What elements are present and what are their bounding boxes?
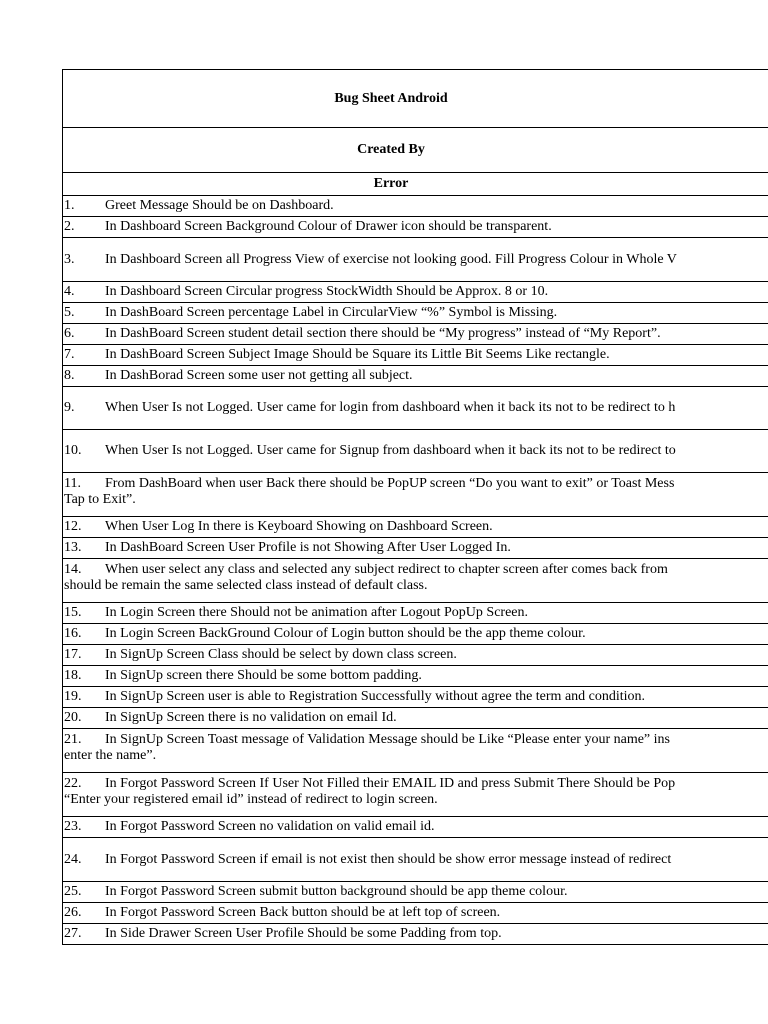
bug-cell xyxy=(63,303,768,324)
bug-description-continued: enter the name”. xyxy=(64,748,157,763)
bug-number: 1. xyxy=(64,198,75,213)
bug-line xyxy=(64,605,768,621)
bug-number: 16. xyxy=(64,626,82,641)
bug-number: 12. xyxy=(64,519,82,534)
bug-description-continued: “Enter your registered email id” instead of redirect to login screen. xyxy=(64,792,438,807)
bug-row xyxy=(63,517,768,538)
bug-cell xyxy=(63,773,768,817)
bug-row xyxy=(63,924,768,945)
bug-line xyxy=(64,305,768,321)
bug-cell xyxy=(63,645,768,666)
bug-number: 25. xyxy=(64,884,82,899)
bug-description: In Forgot Password Screen submit button background should be app theme colour. xyxy=(105,884,568,899)
bug-row xyxy=(63,603,768,624)
bug-line xyxy=(64,519,768,535)
bug-description: In Forgot Password Screen if email is not exist then should be show error message instead of redirect xyxy=(105,851,672,867)
bug-line xyxy=(64,852,768,868)
bug-line xyxy=(64,626,768,642)
bug-description: In Login Screen there Should not be animation after Logout PopUp Screen. xyxy=(105,605,529,620)
bug-cell xyxy=(63,817,768,838)
bug-description: In SignUp Screen Class should be select by down class screen. xyxy=(105,647,457,662)
bug-number: 20. xyxy=(64,710,82,725)
bug-cell xyxy=(63,345,768,366)
bug-cell xyxy=(63,729,768,773)
bug-cell xyxy=(63,517,768,538)
bug-cell xyxy=(63,282,768,303)
bug-number: 5. xyxy=(64,305,75,320)
bug-cell xyxy=(63,473,768,517)
bug-description: In SignUp screen there Should be some bottom padding. xyxy=(105,668,422,683)
bug-cell xyxy=(63,217,768,238)
bug-line xyxy=(64,647,768,663)
bug-description: In DashBoard Screen percentage Label in CircularView “%” Symbol is Missing. xyxy=(105,305,558,320)
bug-line xyxy=(64,252,768,268)
bug-description: In SignUp Screen there is no validation on email Id. xyxy=(105,710,397,725)
bug-row xyxy=(63,838,768,882)
bug-line xyxy=(64,926,768,942)
bug-description: In Dashboard Screen Circular progress StockWidth Should be Approx. 8 or 10. xyxy=(105,284,549,299)
bug-cell xyxy=(63,924,768,945)
bug-row xyxy=(63,217,768,238)
bug-number: 6. xyxy=(64,326,75,341)
bug-number: 3. xyxy=(64,251,75,267)
bug-cell xyxy=(63,238,768,282)
bug-row xyxy=(63,687,768,708)
bug-row xyxy=(63,903,768,924)
bug-cell xyxy=(63,838,768,882)
bug-number: 18. xyxy=(64,668,82,683)
bug-description: In Login Screen BackGround Colour of Login button should be the app theme colour. xyxy=(105,626,586,641)
bug-description-continued: should be remain the same selected class instead of default class. xyxy=(64,578,428,593)
bug-line xyxy=(64,884,768,900)
bug-number: 19. xyxy=(64,689,82,704)
bug-number: 7. xyxy=(64,347,75,362)
bug-description: In DashBoard Screen student detail section there should be “My progress” instead of “My Report”. xyxy=(105,326,661,341)
bug-description: Greet Message Should be on Dashboard. xyxy=(105,198,334,213)
bug-cell xyxy=(63,430,768,473)
bug-number: 13. xyxy=(64,540,82,555)
bug-number: 17. xyxy=(64,647,82,662)
bug-cell xyxy=(63,387,768,430)
bug-cell xyxy=(63,603,768,624)
bug-line xyxy=(64,776,768,792)
bug-sheet-table xyxy=(62,69,768,945)
bug-line xyxy=(64,347,768,363)
bug-row xyxy=(63,345,768,366)
bug-number: 21. xyxy=(64,732,82,747)
bug-description: In DashBoard Screen Subject Image Should be Square its Little Bit Seems Like rectangle. xyxy=(105,347,610,362)
bug-description: When User Log In there is Keyboard Showing on Dashboard Screen. xyxy=(105,519,493,534)
bug-cell xyxy=(63,708,768,729)
bug-row xyxy=(63,238,768,282)
bug-cell xyxy=(63,687,768,708)
bug-row xyxy=(63,196,768,217)
bug-row xyxy=(63,538,768,559)
bug-number: 2. xyxy=(64,219,75,234)
bug-row xyxy=(63,473,768,517)
bug-description: In SignUp Screen Toast message of Validation Message should be Like “Please enter your name” ins xyxy=(105,732,670,747)
bug-number: 11. xyxy=(64,476,81,491)
bug-row xyxy=(63,303,768,324)
bug-line xyxy=(64,689,768,705)
bug-number: 27. xyxy=(64,926,82,941)
bug-cell xyxy=(63,666,768,687)
bug-cell xyxy=(63,366,768,387)
bug-cell xyxy=(63,903,768,924)
bug-line xyxy=(64,905,768,921)
bug-line xyxy=(64,819,768,835)
bug-number: 8. xyxy=(64,368,75,383)
created-by-row xyxy=(63,128,768,173)
bug-description: From DashBoard when user Back there should be PopUP screen “Do you want to exit” or Toast Mess xyxy=(105,476,675,491)
bug-description: When User Is not Logged. User came for Signup from dashboard when it back its not to be redirect to xyxy=(105,443,676,458)
title-row xyxy=(63,70,768,128)
bug-description: When user select any class and selected any subject redirect to chapter screen after comes back from xyxy=(105,562,668,577)
bug-line xyxy=(64,198,768,214)
created-by-label: Created By xyxy=(63,128,768,173)
bug-cell xyxy=(63,624,768,645)
bug-row xyxy=(63,387,768,430)
bug-description: In DashBorad Screen some user not getting all subject. xyxy=(105,368,413,383)
bug-number: 22. xyxy=(64,776,82,791)
bug-line xyxy=(64,710,768,726)
bug-description: In Dashboard Screen Background Colour of Drawer icon should be transparent. xyxy=(105,219,552,234)
bug-number: 4. xyxy=(64,284,75,299)
bug-line xyxy=(64,732,768,748)
bug-number: 23. xyxy=(64,819,82,834)
sheet-title: Bug Sheet Android xyxy=(63,70,768,128)
bug-description: In Side Drawer Screen User Profile Should be some Padding from top. xyxy=(105,926,502,941)
bug-number: 9. xyxy=(64,400,75,415)
bug-row xyxy=(63,708,768,729)
bug-row xyxy=(63,729,768,773)
bug-description: In DashBoard Screen User Profile is not Showing After User Logged In. xyxy=(105,540,511,555)
bug-number: 26. xyxy=(64,905,82,920)
bug-description: In Dashboard Screen all Progress View of exercise not looking good. Fill Progress Colour in Whole V xyxy=(105,251,677,267)
bug-line xyxy=(64,326,768,342)
bug-line xyxy=(64,368,768,384)
bug-row xyxy=(63,773,768,817)
bug-number: 24. xyxy=(64,851,82,867)
bug-description: In Forgot Password Screen If User Not Filled their EMAIL ID and press Submit There Should be Pop xyxy=(105,776,676,791)
bug-description: In Forgot Password Screen Back button should be at left top of screen. xyxy=(105,905,501,920)
bug-cell xyxy=(63,324,768,345)
bug-row xyxy=(63,817,768,838)
bug-row xyxy=(63,645,768,666)
bug-line xyxy=(64,562,768,578)
bug-line xyxy=(64,284,768,300)
bug-row xyxy=(63,666,768,687)
bug-row xyxy=(63,282,768,303)
bug-description: In Forgot Password Screen no validation on valid email id. xyxy=(105,819,435,834)
bug-line xyxy=(64,540,768,556)
bug-number: 15. xyxy=(64,605,82,620)
bug-row xyxy=(63,430,768,473)
error-header-row xyxy=(63,173,768,196)
bug-number: 10. xyxy=(64,443,82,458)
bug-line xyxy=(64,476,768,492)
bug-line xyxy=(64,668,768,684)
bug-description: In SignUp Screen user is able to Registration Successfully without agree the term and condition. xyxy=(105,689,646,704)
bug-line xyxy=(64,219,768,235)
bug-row xyxy=(63,624,768,645)
bug-cell xyxy=(63,559,768,603)
bug-description: When User Is not Logged. User came for login from dashboard when it back its not to be redirect to h xyxy=(105,400,676,415)
error-column-header: Error xyxy=(63,173,768,196)
bug-description-continued: Tap to Exit”. xyxy=(64,492,136,507)
bug-row xyxy=(63,366,768,387)
bug-cell xyxy=(63,196,768,217)
bug-cell xyxy=(63,882,768,903)
bug-cell xyxy=(63,538,768,559)
bug-row xyxy=(63,324,768,345)
bug-list xyxy=(63,196,768,945)
bug-row xyxy=(63,882,768,903)
bug-row xyxy=(63,559,768,603)
bug-line xyxy=(64,400,768,416)
bug-number: 14. xyxy=(64,562,82,577)
bug-line xyxy=(64,443,768,459)
